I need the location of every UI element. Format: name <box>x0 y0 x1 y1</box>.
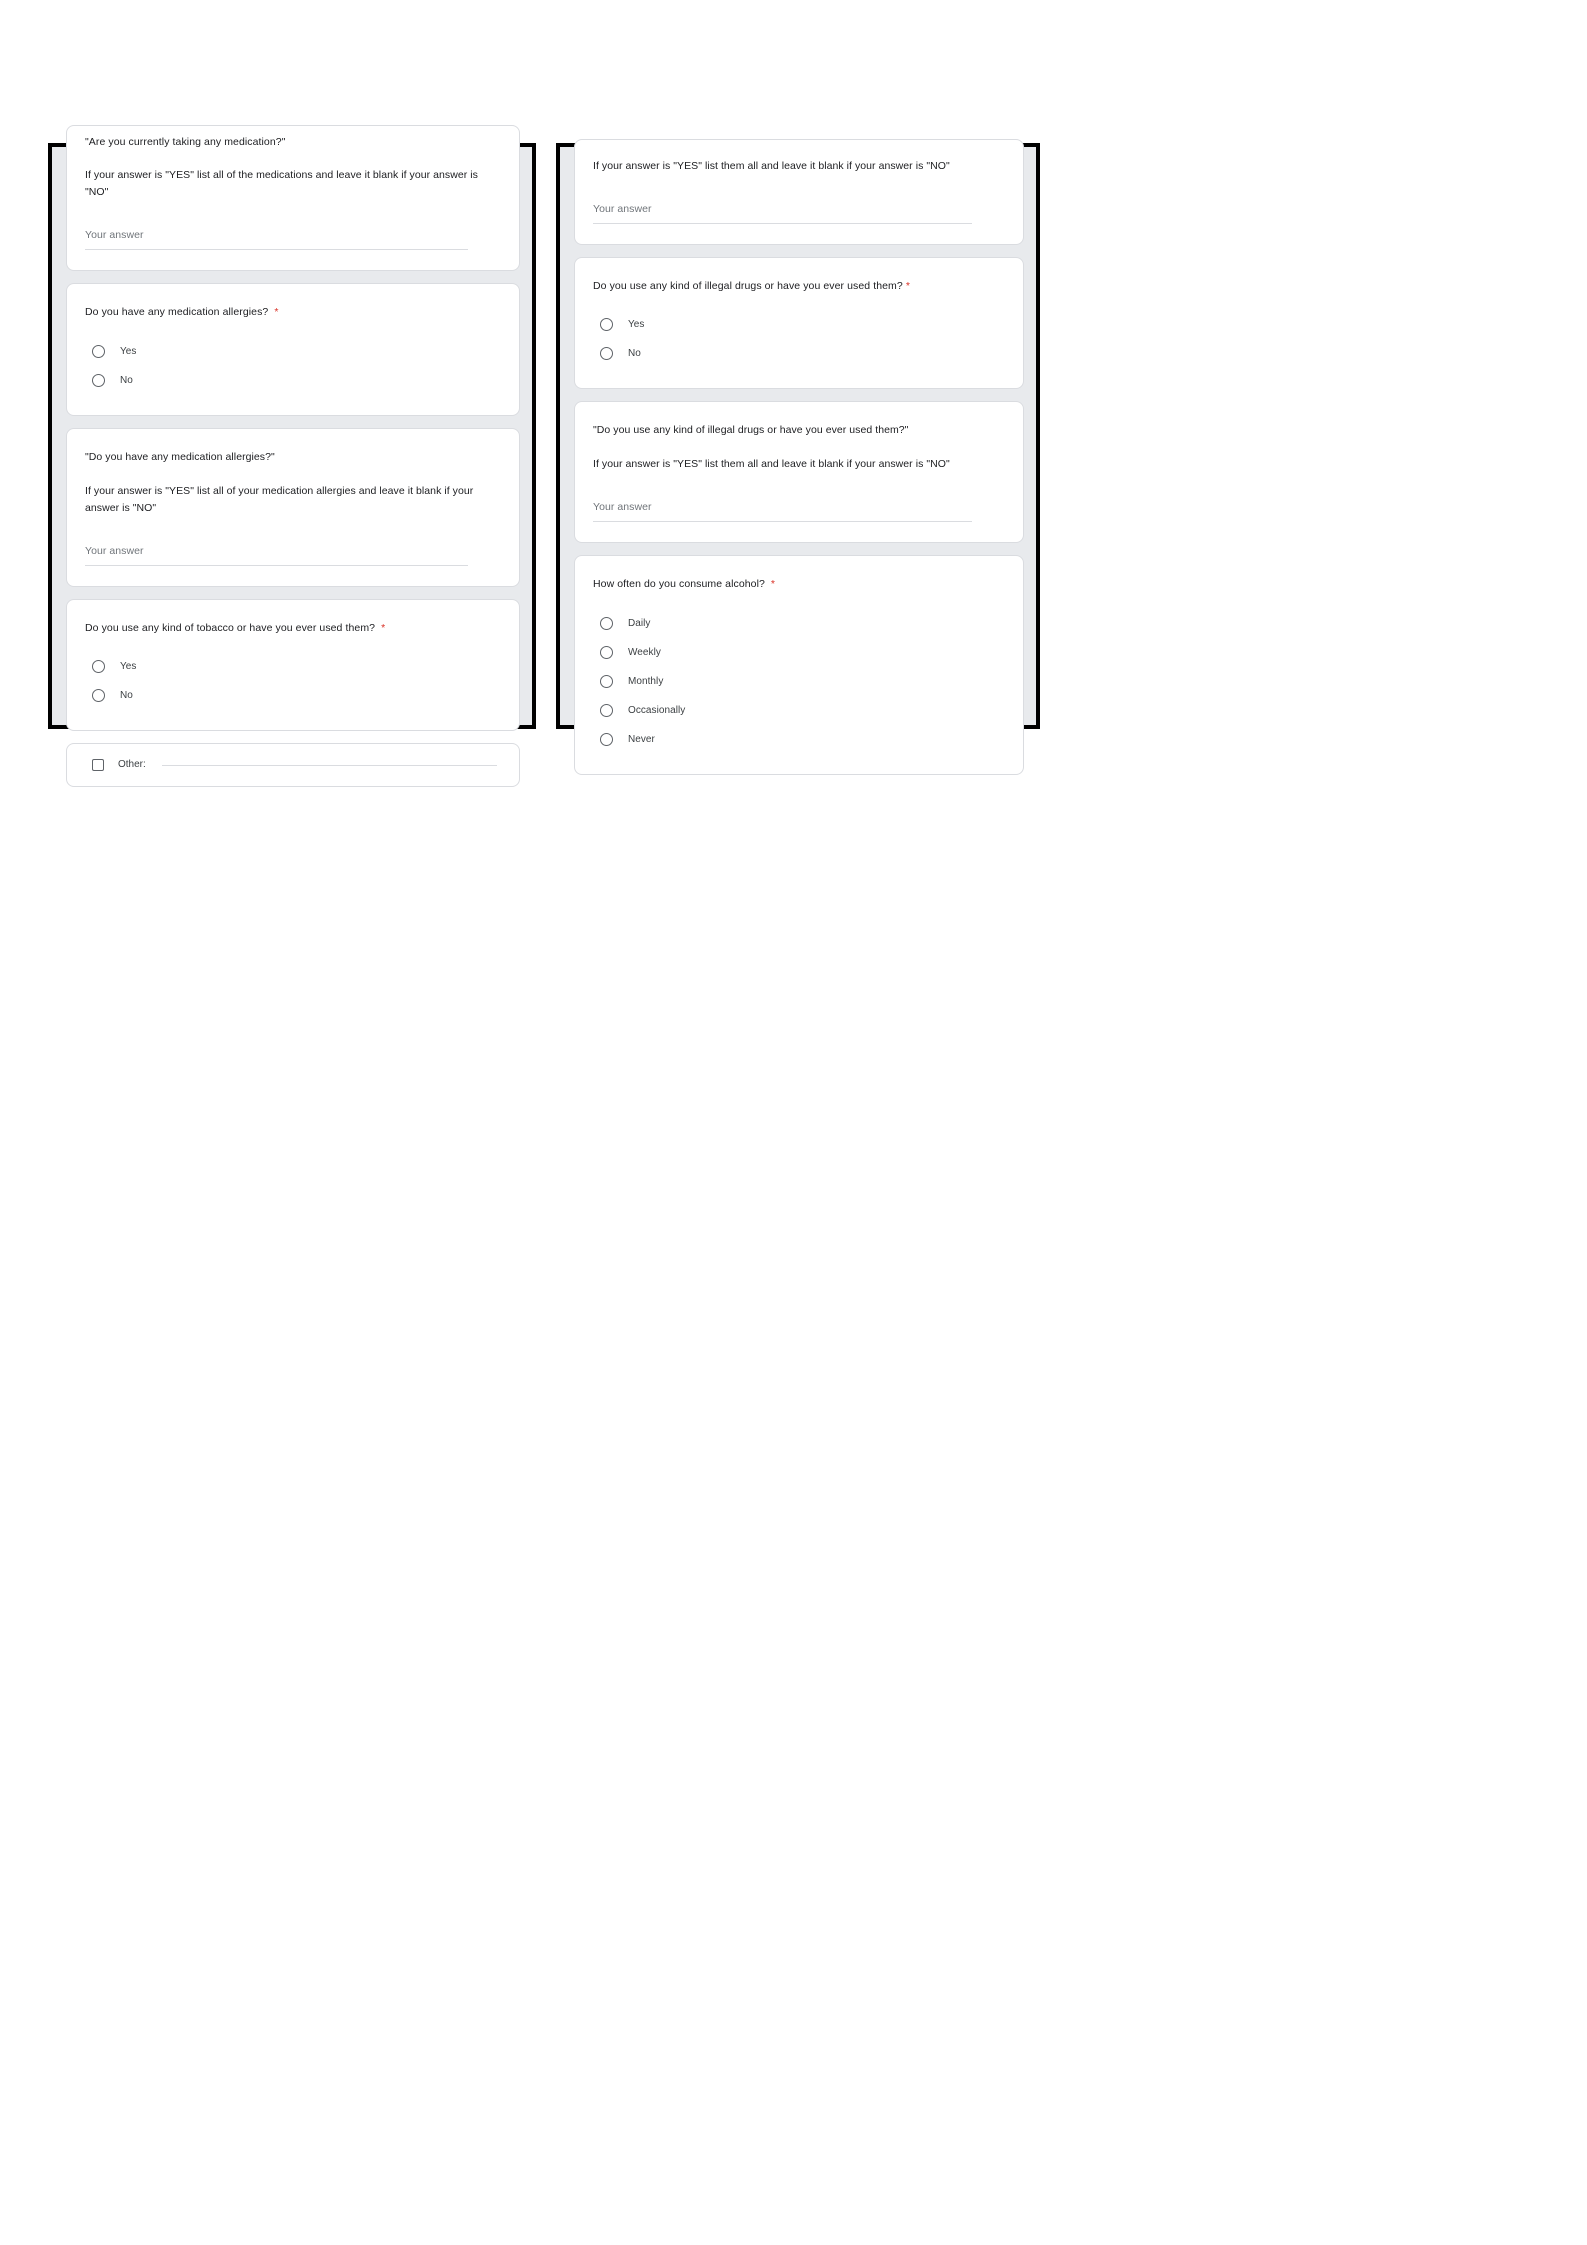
radio-option-yes[interactable] <box>593 310 1001 339</box>
question-card-illegal-drugs <box>574 257 1024 389</box>
required-asterisk: * <box>905 280 910 292</box>
radio-option-never[interactable] <box>593 725 1001 754</box>
question-card-illegal-drugs-list <box>574 401 1024 543</box>
answer-placeholder: Your answer <box>593 203 652 215</box>
left-form-screenshot <box>48 136 536 771</box>
question-card-tobacco-use <box>66 599 520 731</box>
question-title-tobacco-use <box>85 620 497 636</box>
radio-label: Weekly <box>628 646 661 658</box>
question-title-illegal-drugs-quoted: "Do you use any kind of illegal drugs or have you ever used them?" <box>593 424 909 437</box>
answer-placeholder: Your answer <box>85 229 144 242</box>
question-description-illegal-drugs-list: If your answer is "YES" list them all and leave it blank if your answer is "NO" <box>593 458 950 471</box>
radio-label: Monthly <box>628 675 664 687</box>
radio-circle-icon <box>600 318 613 331</box>
answer-placeholder: Your answer <box>593 501 652 514</box>
right-form-screenshot <box>556 143 1040 745</box>
question-description-tobacco-list: If your answer is "YES" list them all and leave it blank if your answer is "NO" <box>593 160 950 172</box>
answer-placeholder: Your answer <box>85 544 144 557</box>
question-card-medication-list <box>66 125 520 271</box>
question-card-medication-allergies <box>66 283 520 415</box>
question-label: How often do you consume alcohol? <box>593 578 765 591</box>
radio-circle-icon <box>600 646 613 659</box>
radio-circle-icon <box>92 689 105 702</box>
radio-group-illegal-drugs <box>593 310 1001 368</box>
radio-label: No <box>628 348 641 360</box>
radio-label: No <box>120 374 133 386</box>
radio-circle-icon <box>600 675 613 688</box>
question-title-medication-clipped: "Are you currently taking any medication?" <box>85 136 286 148</box>
radio-circle-icon <box>92 660 105 673</box>
radio-circle-icon <box>600 617 613 630</box>
radio-circle-icon <box>92 345 105 358</box>
radio-option-weekly[interactable] <box>593 638 1001 667</box>
checkbox-square-icon <box>92 759 104 771</box>
radio-label: Yes <box>120 345 137 357</box>
radio-label: No <box>120 689 133 701</box>
other-text-input[interactable] <box>162 764 497 766</box>
question-label: Do you use any kind of tobacco or have you ever used them? <box>85 621 376 634</box>
question-label: Do you have any medication allergies? <box>85 306 269 319</box>
radio-circle-icon <box>600 347 613 360</box>
radio-option-yes[interactable] <box>85 652 497 681</box>
checkbox-label-other: Other: <box>118 759 146 771</box>
question-title-illegal-drugs <box>593 278 1001 294</box>
question-title-allergies-quoted: "Do you have any medication allergies?" <box>85 450 275 463</box>
radio-group-tobacco-use <box>85 652 497 710</box>
question-label: Do you use any kind of illegal drugs or have you ever used them? <box>593 280 903 292</box>
required-asterisk: * <box>274 306 279 319</box>
answer-input-allergies-list[interactable] <box>85 541 468 566</box>
radio-label: Never <box>628 733 655 745</box>
radio-option-yes[interactable] <box>85 337 497 366</box>
question-card-tobacco-list <box>574 139 1024 245</box>
radio-circle-icon <box>600 704 613 717</box>
radio-circle-icon <box>600 733 613 746</box>
question-title-medication-allergies <box>85 304 497 320</box>
checkbox-option-other[interactable] <box>85 754 497 776</box>
question-card-other-clipped <box>66 743 520 787</box>
radio-group-medication-allergies <box>85 337 497 395</box>
question-description-allergies-list: If your answer is "YES" list all of your medication allergies and leave it blank if your answer is "NO" <box>85 484 474 514</box>
radio-option-no[interactable] <box>593 339 1001 368</box>
answer-input-tobacco-list[interactable] <box>593 199 972 224</box>
required-asterisk: * <box>770 578 776 591</box>
required-asterisk: * <box>381 621 386 634</box>
answer-input-medication-list[interactable] <box>85 225 468 250</box>
question-card-alcohol-frequency <box>574 555 1024 774</box>
radio-label: Yes <box>120 660 137 672</box>
radio-group-alcohol-frequency <box>593 609 1001 754</box>
question-description-medication-list: If your answer is "YES" list all of the medications and leave it blank if your answer is "NO" <box>85 169 478 199</box>
radio-option-no[interactable] <box>85 681 497 710</box>
question-title-alcohol-frequency <box>593 576 1001 592</box>
answer-input-illegal-drugs-list[interactable] <box>593 497 972 522</box>
radio-option-occasionally[interactable] <box>593 696 1001 725</box>
radio-circle-icon <box>92 374 105 387</box>
radio-label: Occasionally <box>628 704 686 716</box>
radio-option-no[interactable] <box>85 366 497 395</box>
radio-option-daily[interactable] <box>593 609 1001 638</box>
radio-option-monthly[interactable] <box>593 667 1001 696</box>
question-card-allergies-list <box>66 428 520 587</box>
radio-label: Yes <box>628 319 645 331</box>
radio-label: Daily <box>628 617 651 629</box>
